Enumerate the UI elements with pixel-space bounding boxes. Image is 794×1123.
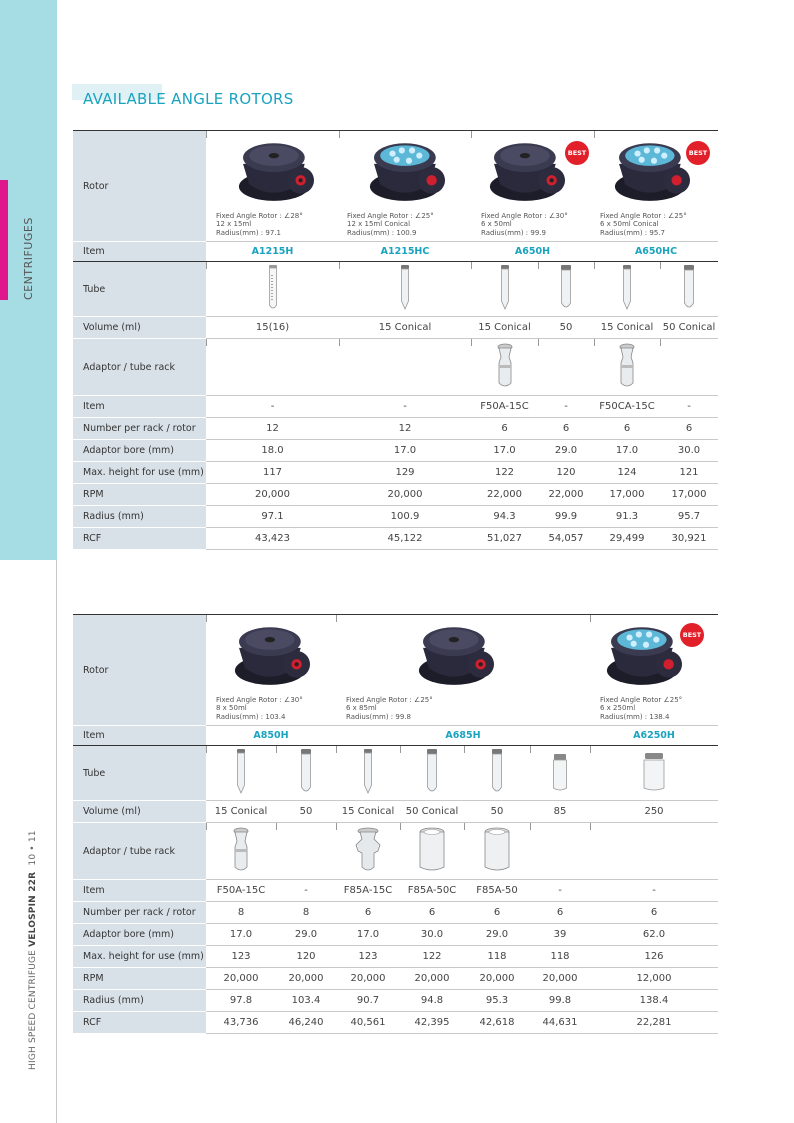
row-label: Item [73, 396, 206, 418]
model-name: A650H [471, 242, 594, 262]
best-badge: BEST [680, 623, 704, 647]
rotor-image [236, 133, 320, 205]
section-label [22, 217, 42, 300]
rotor-image [232, 617, 316, 689]
rotor-image [612, 133, 696, 205]
npr-cell: 6 [336, 902, 400, 924]
rcf-cell: 29,499 [594, 528, 660, 550]
item-cell: F85A-15C [336, 880, 400, 902]
adaptor-cell [339, 339, 471, 396]
row-label: Adaptor bore (mm) [73, 440, 206, 462]
radius-cell: 91.3 [594, 506, 660, 528]
rcf-row [73, 528, 718, 550]
adaptor-cell [660, 339, 718, 396]
rcf-cell: 43,423 [206, 528, 339, 550]
volume-cell: 15 Conical [471, 317, 538, 339]
item-cell: F50A-15C [206, 880, 276, 902]
rotor-image [416, 617, 500, 689]
rcf-cell: 40,561 [336, 1012, 400, 1034]
rcf-cell: 44,631 [530, 1012, 590, 1034]
volume-cell: 250 [590, 801, 718, 823]
npr-cell: 6 [594, 418, 660, 440]
adaptor-image [495, 343, 515, 389]
bore-cell: 17.0 [339, 440, 471, 462]
adaptor-cell [590, 823, 718, 880]
adaptor-cell [400, 823, 464, 880]
height-row [73, 946, 718, 968]
model-name: A650HC [594, 242, 718, 262]
height-cell: 120 [538, 462, 594, 484]
npr-cell: 6 [464, 902, 530, 924]
model-name: A685H [336, 726, 590, 746]
rcf-row [73, 1012, 718, 1034]
column-tick [206, 131, 207, 138]
rcf-cell: 42,395 [400, 1012, 464, 1034]
rotor-cell-a650h [471, 131, 594, 242]
tube-cell [276, 746, 336, 801]
height-cell: 117 [206, 462, 339, 484]
npr-cell: 6 [538, 418, 594, 440]
npr-cell: 6 [400, 902, 464, 924]
tube-cell [538, 262, 594, 317]
adaptor-image [354, 827, 382, 873]
bore-row [73, 924, 718, 946]
row-label: RPM [73, 968, 206, 990]
model-row [73, 242, 718, 262]
tube-cell [464, 746, 530, 801]
item-cell: - [339, 396, 471, 418]
rotor-cell-a650hc [594, 131, 718, 242]
rotor-desc: Fixed Angle Rotor : ∠28° 12 x 15ml Radius(mm) : 97.1 [216, 211, 303, 237]
height-cell: 123 [336, 946, 400, 968]
item-cell: F85A-50 [464, 880, 530, 902]
rotor-cell-a6250h [590, 615, 718, 726]
section-marker [0, 180, 8, 300]
rotor-image [487, 133, 571, 205]
item-cell: - [206, 396, 339, 418]
footer-prefix: HIGH SPEED CENTRIFUGE [28, 946, 38, 1070]
tube-row [73, 746, 718, 801]
row-label: Rotor [73, 615, 206, 726]
item-row [73, 396, 718, 418]
volume-cell: 15(16) [206, 317, 339, 339]
adaptor-cell [464, 823, 530, 880]
height-cell: 121 [660, 462, 718, 484]
rotor-cell-a1215hc [339, 131, 471, 242]
row-label: Adaptor / tube rack [73, 823, 206, 880]
radius-cell: 99.9 [538, 506, 594, 528]
rotor-cell-a1215h [206, 131, 339, 242]
model-name: A1215H [206, 242, 339, 262]
height-row [73, 462, 718, 484]
volume-cell: 85 [530, 801, 590, 823]
row-label: Radius (mm) [73, 990, 206, 1012]
tube-image [681, 265, 697, 311]
tube-image [233, 749, 249, 795]
rcf-cell: 30,921 [660, 528, 718, 550]
item-cell: - [538, 396, 594, 418]
tube-image [619, 265, 635, 311]
tube-image [497, 265, 513, 311]
radius-cell: 103.4 [276, 990, 336, 1012]
adaptor-cell [594, 339, 660, 396]
tube-cell [206, 746, 276, 801]
rotor-row [73, 615, 718, 726]
tube-cell [471, 262, 538, 317]
tube-row [73, 262, 718, 317]
footer-pages: 10 • 11 [28, 830, 38, 866]
height-cell: 129 [339, 462, 471, 484]
rpm-cell: 22,000 [471, 484, 538, 506]
volume-cell: 15 Conical [206, 801, 276, 823]
adaptor-image [417, 827, 447, 873]
rpm-cell: 20,000 [206, 484, 339, 506]
bore-cell: 29.0 [276, 924, 336, 946]
npr-cell: 8 [206, 902, 276, 924]
volume-cell: 50 [538, 317, 594, 339]
npr-cell: 12 [339, 418, 471, 440]
bore-row [73, 440, 718, 462]
rotor-desc: Fixed Angle Rotor : ∠30° 8 x 50ml Radius(mm) : 103.4 [216, 695, 303, 721]
radius-row [73, 990, 718, 1012]
tube-image [265, 265, 281, 311]
row-label: Item [73, 726, 206, 746]
model-name: A6250H [590, 726, 718, 746]
rotor-desc: Fixed Angle Rotor : ∠30° 6 x 50ml Radius(mm) : 99.9 [481, 211, 568, 237]
section-label-text: CENTRIFUGES [22, 217, 35, 300]
rotor-desc: Fixed Angle Rotor : ∠25° 6 x 50ml Conical Radius(mm) : 95.7 [600, 211, 687, 237]
bore-cell: 39 [530, 924, 590, 946]
tube-image [558, 265, 574, 311]
radius-row [73, 506, 718, 528]
height-cell: 122 [471, 462, 538, 484]
item-cell: F85A-50C [400, 880, 464, 902]
item-cell: - [530, 880, 590, 902]
adaptor-image [231, 827, 251, 873]
item-cell: - [660, 396, 718, 418]
adaptor-cell [276, 823, 336, 880]
tube-cell [206, 262, 339, 317]
row-label: Item [73, 242, 206, 262]
tube-image [489, 749, 505, 795]
tube-image [424, 749, 440, 795]
sidebar-divider [56, 560, 57, 1123]
adaptor-cell [538, 339, 594, 396]
rpm-cell: 20,000 [464, 968, 530, 990]
rotor-image [604, 617, 688, 689]
height-cell: 123 [206, 946, 276, 968]
volume-cell: 50 [464, 801, 530, 823]
rcf-cell: 54,057 [538, 528, 594, 550]
volume-cell: 50 Conical [660, 317, 718, 339]
height-cell: 120 [276, 946, 336, 968]
npr-cell: 6 [660, 418, 718, 440]
npr-cell: 8 [276, 902, 336, 924]
rotor-row [73, 131, 718, 242]
tube-image [639, 752, 669, 792]
npr-row [73, 418, 718, 440]
height-cell: 126 [590, 946, 718, 968]
radius-cell: 99.8 [530, 990, 590, 1012]
adaptor-image [482, 827, 512, 873]
rpm-cell: 20,000 [530, 968, 590, 990]
rcf-cell: 46,240 [276, 1012, 336, 1034]
bore-cell: 29.0 [538, 440, 594, 462]
volume-cell: 15 Conical [339, 317, 471, 339]
adaptor-cell [206, 339, 339, 396]
row-label: RCF [73, 1012, 206, 1034]
npr-cell: 6 [471, 418, 538, 440]
rotor-image [367, 133, 451, 205]
bore-cell: 30.0 [660, 440, 718, 462]
rpm-cell: 20,000 [336, 968, 400, 990]
rotor-desc: Fixed Angle Rotor ∠25° 6 x 250ml Radius(mm) : 138.4 [600, 695, 683, 721]
row-label: Tube [73, 746, 206, 801]
rcf-cell: 45,122 [339, 528, 471, 550]
volume-cell: 50 [276, 801, 336, 823]
rpm-cell: 17,000 [594, 484, 660, 506]
adaptor-cell [471, 339, 538, 396]
tube-cell [339, 262, 471, 317]
row-label: Tube [73, 262, 206, 317]
row-label: Number per rack / rotor [73, 902, 206, 924]
npr-cell: 12 [206, 418, 339, 440]
bore-cell: 17.0 [206, 924, 276, 946]
adaptor-cell [206, 823, 276, 880]
item-row [73, 880, 718, 902]
page-title: AVAILABLE ANGLE ROTORS [83, 90, 294, 108]
model-row [73, 726, 718, 746]
bore-cell: 17.0 [336, 924, 400, 946]
bore-cell: 29.0 [464, 924, 530, 946]
row-label: RCF [73, 528, 206, 550]
height-cell: 124 [594, 462, 660, 484]
bore-cell: 30.0 [400, 924, 464, 946]
bore-cell: 18.0 [206, 440, 339, 462]
volume-cell: 15 Conical [336, 801, 400, 823]
radius-cell: 95.7 [660, 506, 718, 528]
row-label: Rotor [73, 131, 206, 242]
height-cell: 118 [530, 946, 590, 968]
radius-cell: 95.3 [464, 990, 530, 1012]
rcf-cell: 42,618 [464, 1012, 530, 1034]
radius-cell: 138.4 [590, 990, 718, 1012]
height-cell: 122 [400, 946, 464, 968]
column-tick [594, 131, 595, 138]
rotor-desc: Fixed Angle Rotor : ∠25° 6 x 85ml Radius(mm) : 99.8 [346, 695, 433, 721]
tube-cell [400, 746, 464, 801]
volume-cell: 15 Conical [594, 317, 660, 339]
tube-cell [590, 746, 718, 801]
row-label: RPM [73, 484, 206, 506]
radius-cell: 94.3 [471, 506, 538, 528]
rotor-table-2 [73, 614, 718, 1034]
row-label: Adaptor / tube rack [73, 339, 206, 396]
height-cell: 118 [464, 946, 530, 968]
best-badge: BEST [565, 141, 589, 165]
model-name: A1215HC [339, 242, 471, 262]
tube-cell [336, 746, 400, 801]
npr-row [73, 902, 718, 924]
npr-cell: 6 [530, 902, 590, 924]
volume-row [73, 801, 718, 823]
tube-cell [660, 262, 718, 317]
radius-cell: 100.9 [339, 506, 471, 528]
rpm-cell: 17,000 [660, 484, 718, 506]
rpm-cell: 20,000 [339, 484, 471, 506]
item-cell: F50A-15C [471, 396, 538, 418]
tube-image [550, 752, 570, 792]
row-label: Volume (ml) [73, 317, 206, 339]
row-label: Max. height for use (mm) [73, 946, 206, 968]
rpm-cell: 12,000 [590, 968, 718, 990]
rotor-cell-a850h [206, 615, 336, 726]
model-name: A850H [206, 726, 336, 746]
volume-row [73, 317, 718, 339]
bore-cell: 17.0 [471, 440, 538, 462]
item-cell: - [276, 880, 336, 902]
rpm-cell: 20,000 [276, 968, 336, 990]
radius-cell: 90.7 [336, 990, 400, 1012]
rpm-cell: 22,000 [538, 484, 594, 506]
volume-cell: 50 Conical [400, 801, 464, 823]
item-cell: F50CA-15C [594, 396, 660, 418]
rcf-cell: 22,281 [590, 1012, 718, 1034]
row-label: Adaptor bore (mm) [73, 924, 206, 946]
npr-cell: 6 [590, 902, 718, 924]
tube-image [360, 749, 376, 795]
adaptor-cell [530, 823, 590, 880]
row-label: Number per rack / rotor [73, 418, 206, 440]
row-label: Item [73, 880, 206, 902]
adaptor-cell [336, 823, 400, 880]
radius-cell: 94.8 [400, 990, 464, 1012]
rpm-cell: 20,000 [400, 968, 464, 990]
rcf-cell: 43,736 [206, 1012, 276, 1034]
rotor-cell-a685h [336, 615, 590, 726]
adaptor-row [73, 339, 718, 396]
rotor-desc: Fixed Angle Rotor : ∠25° 12 x 15ml Conical Radius(mm) : 100.9 [347, 211, 434, 237]
column-tick [339, 131, 340, 138]
bore-cell: 17.0 [594, 440, 660, 462]
row-label: Radius (mm) [73, 506, 206, 528]
tube-cell [530, 746, 590, 801]
radius-cell: 97.8 [206, 990, 276, 1012]
rpm-row [73, 968, 718, 990]
radius-cell: 97.1 [206, 506, 339, 528]
adaptor-image [617, 343, 637, 389]
rpm-row [73, 484, 718, 506]
rcf-cell: 51,027 [471, 528, 538, 550]
tube-cell [594, 262, 660, 317]
rotor-table-1 [73, 130, 718, 550]
footer-model: VELOSPIN 22R [28, 871, 38, 947]
column-tick [471, 131, 472, 138]
tube-image [298, 749, 314, 795]
rpm-cell: 20,000 [206, 968, 276, 990]
row-label: Volume (ml) [73, 801, 206, 823]
item-cell: - [590, 880, 718, 902]
tube-image [397, 265, 413, 311]
bore-cell: 62.0 [590, 924, 718, 946]
adaptor-row [73, 823, 718, 880]
row-label: Max. height for use (mm) [73, 462, 206, 484]
best-badge: BEST [686, 141, 710, 165]
